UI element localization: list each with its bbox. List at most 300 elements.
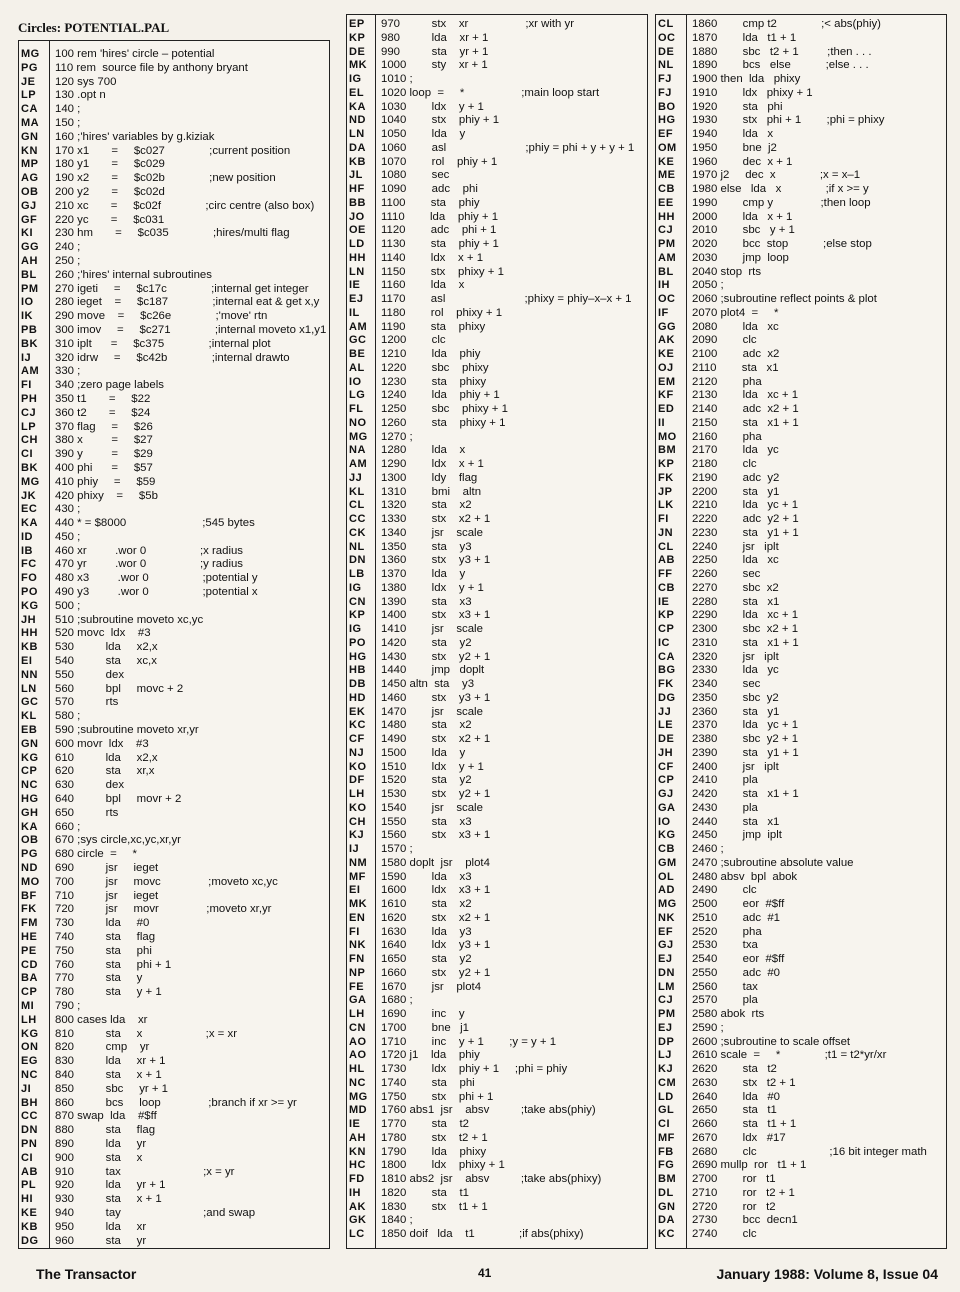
listing-line bbox=[347, 1049, 647, 1063]
source-line: 510 ;subroutine moveto xc,yc bbox=[55, 613, 204, 626]
listing-line bbox=[347, 73, 647, 87]
listing-line bbox=[347, 637, 647, 651]
source-line: 1460 stx y3 + 1 bbox=[381, 691, 491, 704]
checksum-code: MF bbox=[658, 1131, 675, 1144]
listing-line bbox=[347, 582, 647, 596]
checksum-code: BM bbox=[658, 444, 677, 457]
listing-line bbox=[347, 747, 647, 761]
source-line: 2690 mullp ror t1 + 1 bbox=[692, 1159, 807, 1172]
listing-line bbox=[347, 1118, 647, 1132]
checksum-code: FK bbox=[658, 471, 674, 484]
listing-line bbox=[19, 131, 329, 145]
listing-line bbox=[19, 1221, 329, 1235]
checksum-code: JL bbox=[349, 169, 363, 182]
checksum-code: CF bbox=[658, 760, 674, 773]
source-line: 2340 sec bbox=[692, 678, 761, 690]
source-line: 2090 clc bbox=[692, 334, 757, 347]
listing-line bbox=[19, 903, 329, 917]
source-line: 2350 sbc y2 bbox=[692, 691, 779, 704]
checksum-code: MP bbox=[21, 158, 39, 171]
source-line: 620 sta xr,x bbox=[55, 765, 155, 778]
checksum-code: FK bbox=[21, 903, 37, 916]
listing-line bbox=[19, 1055, 329, 1069]
checksum-code: DB bbox=[349, 678, 366, 690]
checksum-code: OJ bbox=[658, 361, 674, 374]
listing-line bbox=[19, 1083, 329, 1097]
source-line: 1090 adc phi bbox=[381, 183, 478, 195]
source-line: 1890 bcs else ;else . . . bbox=[692, 59, 869, 72]
checksum-code: OB bbox=[21, 185, 39, 198]
source-line: 2730 bcc decn1 bbox=[692, 1214, 798, 1227]
listing-line bbox=[347, 1214, 647, 1228]
checksum-code: FJ bbox=[658, 86, 672, 99]
checksum-code: KP bbox=[658, 458, 675, 470]
listing-line bbox=[656, 1118, 946, 1132]
listing-line bbox=[347, 417, 647, 431]
checksum-code: AH bbox=[349, 1131, 366, 1144]
listing-column-3 bbox=[655, 14, 947, 1249]
checksum-code: KL bbox=[21, 710, 37, 723]
listing-line bbox=[347, 1201, 647, 1215]
checksum-code: CP bbox=[21, 986, 38, 999]
checksum-code: BG bbox=[658, 664, 676, 677]
listing-line bbox=[19, 683, 329, 697]
listing-line bbox=[347, 101, 647, 115]
listing-line bbox=[19, 627, 329, 641]
source-line: 820 cmp yr bbox=[55, 1041, 150, 1054]
checksum-code: GJ bbox=[658, 788, 674, 800]
checksum-code: DP bbox=[658, 1035, 675, 1048]
listing-line bbox=[19, 448, 329, 462]
source-line: 280 ieget = $c187 ;internal eat & get x,y bbox=[55, 296, 320, 309]
listing-line bbox=[347, 1104, 647, 1118]
listing-line bbox=[656, 843, 946, 857]
source-line: 900 sta x bbox=[55, 1151, 143, 1164]
checksum-code: AB bbox=[658, 554, 675, 567]
source-line: 2050 ; bbox=[692, 279, 724, 292]
checksum-code: LH bbox=[349, 788, 365, 800]
checksum-code: KE bbox=[658, 155, 675, 168]
source-line: 1820 sta t1 bbox=[381, 1186, 470, 1199]
source-line: 1630 lda y3 bbox=[381, 925, 472, 938]
source-line: 2540 eor #$ff bbox=[692, 953, 785, 965]
checksum-code: LD bbox=[658, 1090, 674, 1103]
source-line: 1570 ; bbox=[381, 843, 413, 855]
listing-line bbox=[347, 431, 647, 445]
listing-line bbox=[656, 582, 946, 596]
listing-line bbox=[656, 1091, 946, 1105]
source-line: 580 ; bbox=[55, 710, 81, 723]
checksum-code: LK bbox=[658, 499, 674, 512]
source-line: 1720 j1 lda phiy bbox=[381, 1049, 480, 1062]
listing-line bbox=[656, 1008, 946, 1022]
checksum-code: LH bbox=[21, 1013, 37, 1026]
source-line: 2300 sbc x2 + 1 bbox=[692, 623, 799, 635]
checksum-code: AM bbox=[21, 365, 40, 378]
source-line: 2560 tax bbox=[692, 980, 758, 993]
checksum-code: FF bbox=[658, 568, 673, 580]
source-line: 2630 stx t2 + 1 bbox=[692, 1076, 796, 1089]
listing-line bbox=[19, 710, 329, 724]
checksum-code: HG bbox=[658, 114, 676, 127]
checksum-code: DL bbox=[658, 1186, 674, 1199]
checksum-code: KP bbox=[349, 31, 366, 44]
source-line: 420 phixy = $5b bbox=[55, 489, 158, 502]
checksum-code: KB bbox=[349, 155, 366, 168]
checksum-code: OL bbox=[658, 870, 675, 883]
source-line: 1960 dec x + 1 bbox=[692, 155, 793, 168]
checksum-code: MG bbox=[349, 1090, 368, 1103]
checksum-code: AK bbox=[658, 334, 675, 347]
listing-line bbox=[347, 554, 647, 568]
checksum-code: KA bbox=[21, 820, 38, 833]
checksum-code: FD bbox=[349, 1173, 365, 1185]
source-line: 1320 sta x2 bbox=[381, 499, 472, 512]
listing-line bbox=[347, 87, 647, 101]
checksum-code: FL bbox=[349, 403, 364, 415]
checksum-code: BH bbox=[21, 1096, 38, 1109]
listing-line bbox=[347, 197, 647, 211]
source-line: 600 movr ldx #3 bbox=[55, 737, 149, 750]
checksum-code: AH bbox=[21, 254, 38, 267]
checksum-code: GJ bbox=[658, 939, 674, 952]
checksum-code: PN bbox=[21, 1137, 38, 1150]
checksum-code: MD bbox=[349, 1104, 368, 1117]
source-line: 1400 stx x3 + 1 bbox=[381, 609, 491, 622]
listing-line bbox=[347, 788, 647, 802]
source-line: 930 sta x + 1 bbox=[55, 1193, 162, 1206]
checksum-code: HB bbox=[349, 664, 366, 677]
source-line: 2230 sta y1 + 1 bbox=[692, 526, 799, 539]
checksum-code: MK bbox=[349, 59, 368, 72]
source-line: 540 sta xc,x bbox=[55, 655, 157, 668]
checksum-code: ND bbox=[21, 862, 38, 875]
listing-line bbox=[347, 513, 647, 527]
checksum-code: IH bbox=[658, 279, 670, 292]
listing-line bbox=[656, 678, 946, 692]
source-line: 1120 adc phi + 1 bbox=[381, 224, 497, 237]
checksum-code: PM bbox=[21, 282, 39, 295]
source-line: 1450 altn sta y3 bbox=[381, 678, 475, 690]
source-line: 1380 ldx y + 1 bbox=[381, 581, 484, 594]
checksum-code: DN bbox=[658, 966, 675, 979]
checksum-code: OC bbox=[658, 31, 676, 44]
checksum-code: JJ bbox=[349, 471, 363, 484]
listing-line bbox=[347, 348, 647, 362]
listing-line bbox=[19, 503, 329, 517]
checksum-code: GA bbox=[658, 801, 676, 814]
listing-line bbox=[656, 1104, 946, 1118]
checksum-code: NC bbox=[349, 1076, 366, 1089]
checksum-code: BB bbox=[349, 196, 366, 209]
listing-line bbox=[347, 1132, 647, 1146]
source-line: 410 phiy = $59 bbox=[55, 475, 156, 488]
source-line: 1610 sta x2 bbox=[381, 898, 472, 910]
checksum-code: FI bbox=[21, 379, 32, 392]
source-line: 920 lda yr + 1 bbox=[55, 1179, 166, 1192]
checksum-code: GJ bbox=[21, 199, 37, 212]
listing-line bbox=[656, 1173, 946, 1187]
listing-line bbox=[347, 486, 647, 500]
listing-line bbox=[656, 884, 946, 898]
source-line: 1560 stx x3 + 1 bbox=[381, 829, 491, 842]
source-line: 360 t2 = $24 bbox=[55, 406, 151, 419]
source-line: 350 t1 = $22 bbox=[55, 392, 151, 405]
source-line: 570 rts bbox=[55, 696, 119, 709]
listing-column-2 bbox=[346, 14, 648, 1249]
checksum-code: HD bbox=[349, 691, 366, 704]
checksum-code: KA bbox=[21, 517, 38, 530]
checksum-code: GG bbox=[658, 320, 677, 333]
checksum-code: ID bbox=[21, 530, 33, 543]
source-line: 2320 jsr iplt bbox=[692, 650, 779, 663]
source-line: 1980 else lda x ;if x >= y bbox=[692, 183, 869, 195]
source-line: 910 tax ;x = yr bbox=[55, 1165, 235, 1178]
source-line: 2400 jsr iplt bbox=[692, 760, 779, 773]
listing-line bbox=[347, 1228, 647, 1242]
checksum-code: BM bbox=[658, 1173, 677, 1185]
checksum-code: CA bbox=[658, 650, 675, 663]
listing-line bbox=[656, 417, 946, 431]
listing-line bbox=[19, 1124, 329, 1138]
source-line: 1370 lda y bbox=[381, 568, 466, 580]
checksum-code: CC bbox=[349, 513, 366, 525]
source-line: 430 ; bbox=[55, 503, 81, 516]
checksum-code: EG bbox=[21, 1055, 38, 1068]
listing-line bbox=[656, 609, 946, 623]
listing-line bbox=[19, 517, 329, 531]
checksum-code: KF bbox=[658, 389, 674, 402]
checksum-code: CJ bbox=[21, 406, 37, 419]
listing-line bbox=[19, 986, 329, 1000]
listing-line bbox=[347, 527, 647, 541]
listing-line bbox=[19, 241, 329, 255]
checksum-code: MA bbox=[21, 116, 40, 129]
listing-line bbox=[19, 848, 329, 862]
listing-line bbox=[656, 1146, 946, 1160]
source-line: 800 cases lda xr bbox=[55, 1013, 148, 1026]
source-line: 530 lda x2,x bbox=[55, 641, 158, 654]
listing-line bbox=[347, 981, 647, 995]
listing-line bbox=[19, 655, 329, 669]
source-line: 100 rem 'hires' circle – potential bbox=[55, 48, 215, 60]
source-line: 1240 lda phiy + 1 bbox=[381, 389, 500, 402]
source-line: 2370 lda yc + 1 bbox=[692, 719, 799, 732]
source-line: 2610 scale = * ;t1 = t2*yr/xr bbox=[692, 1049, 887, 1062]
listing-line bbox=[19, 76, 329, 90]
listing-line bbox=[19, 421, 329, 435]
listing-line bbox=[347, 128, 647, 142]
checksum-code: CI bbox=[658, 1118, 670, 1130]
checksum-code: BK bbox=[21, 337, 38, 350]
checksum-code: LH bbox=[349, 1008, 365, 1020]
checksum-code: JI bbox=[21, 1082, 32, 1095]
listing-line bbox=[19, 283, 329, 297]
listing-line bbox=[347, 843, 647, 857]
checksum-code: KN bbox=[349, 1145, 366, 1158]
listing-line bbox=[19, 765, 329, 779]
checksum-code: AM bbox=[349, 320, 368, 333]
listing-line bbox=[19, 1193, 329, 1207]
source-line: 1290 ldx x + 1 bbox=[381, 458, 484, 470]
source-line: 1870 lda t1 + 1 bbox=[692, 31, 797, 44]
source-line: 1360 stx y3 + 1 bbox=[381, 554, 491, 567]
listing-line bbox=[347, 884, 647, 898]
source-line: 1350 sta y3 bbox=[381, 540, 472, 553]
listing-line bbox=[656, 431, 946, 445]
source-line: 1800 ldx phixy + 1 bbox=[381, 1159, 505, 1172]
listing-line bbox=[347, 46, 647, 60]
listing-line bbox=[19, 807, 329, 821]
listing-line bbox=[19, 352, 329, 366]
checksum-code: CM bbox=[658, 1076, 677, 1089]
checksum-code: EI bbox=[21, 655, 33, 668]
listing-line bbox=[656, 238, 946, 252]
checksum-code: CJ bbox=[658, 994, 674, 1007]
checksum-code: MG bbox=[21, 475, 40, 488]
source-line: 880 sta flag bbox=[55, 1124, 156, 1137]
source-line: 1030 ldx y + 1 bbox=[381, 100, 484, 113]
listing-line bbox=[19, 945, 329, 959]
listing-line bbox=[656, 774, 946, 788]
listing-line bbox=[656, 719, 946, 733]
listing-line bbox=[347, 376, 647, 390]
source-line: 330 ; bbox=[55, 365, 81, 378]
checksum-code: DG bbox=[658, 691, 676, 704]
source-line: 1910 ldx phixy + 1 bbox=[692, 86, 813, 99]
listing-line bbox=[656, 967, 946, 981]
listing-line bbox=[656, 403, 946, 417]
source-line: 500 ; bbox=[55, 599, 81, 612]
source-line: 250 ; bbox=[55, 254, 81, 267]
checksum-code: CP bbox=[21, 765, 38, 778]
listing-line bbox=[656, 128, 946, 142]
checksum-code: KP bbox=[349, 609, 366, 622]
checksum-code: PM bbox=[658, 1008, 676, 1020]
listing-line bbox=[656, 816, 946, 830]
checksum-code: IO bbox=[658, 815, 671, 828]
checksum-code: NK bbox=[349, 939, 366, 952]
source-line: 1310 bmi altn bbox=[381, 485, 482, 498]
checksum-code: EN bbox=[349, 911, 366, 924]
issue-info: January 1988: Volume 8, Issue 04 bbox=[716, 1266, 938, 1282]
listing-line bbox=[347, 994, 647, 1008]
source-line: 2250 lda xc bbox=[692, 554, 779, 567]
checksum-code: DN bbox=[21, 1124, 38, 1137]
listing-line bbox=[347, 114, 647, 128]
listing-title: Circles: POTENTIAL.PAL bbox=[18, 20, 170, 35]
checksum-code: KN bbox=[21, 144, 38, 157]
source-line: 1100 sta phiy bbox=[381, 196, 480, 209]
source-line: 2290 lda xc + 1 bbox=[692, 609, 799, 622]
listing-line bbox=[656, 513, 946, 527]
source-line: 990 sta yr + 1 bbox=[381, 45, 489, 58]
checksum-code: EB bbox=[21, 724, 38, 737]
checksum-code: NA bbox=[349, 444, 366, 457]
checksum-code: FG bbox=[658, 1159, 675, 1172]
source-line: 1020 loop = * ;main loop start bbox=[381, 86, 600, 99]
source-line: 1920 sta phi bbox=[692, 100, 783, 113]
source-line: 190 x2 = $c02b ;new position bbox=[55, 172, 276, 185]
listing-line bbox=[656, 389, 946, 403]
source-line: 2040 stop rts bbox=[692, 265, 762, 278]
listing-line bbox=[347, 403, 647, 417]
checksum-code: FI bbox=[658, 513, 669, 525]
source-line: 1900 then lda phixy bbox=[692, 73, 801, 85]
listing-line bbox=[347, 59, 647, 73]
listing-line bbox=[347, 1077, 647, 1091]
checksum-code: HG bbox=[349, 650, 367, 663]
checksum-code: CL bbox=[349, 499, 365, 512]
source-line: 1160 lda x bbox=[381, 279, 465, 292]
source-line: 870 swap lda #$ff bbox=[55, 1110, 157, 1123]
source-line: 2060 ;subroutine reflect points & plot bbox=[692, 293, 877, 305]
source-line: 210 xc = $c02f ;circ centre (also box) bbox=[55, 199, 315, 212]
source-line: 670 ;sys circle,xc,yc,xr,yr bbox=[55, 834, 181, 847]
checksum-code: NO bbox=[349, 416, 367, 429]
listing-line bbox=[347, 238, 647, 252]
listing-line bbox=[19, 738, 329, 752]
listing-line bbox=[656, 761, 946, 775]
listing-line bbox=[19, 779, 329, 793]
listing-line bbox=[19, 62, 329, 76]
source-line: 630 dex bbox=[55, 779, 125, 792]
source-line: 940 tay ;and swap bbox=[55, 1206, 256, 1219]
checksum-code: HF bbox=[349, 183, 365, 195]
listing-line bbox=[19, 1179, 329, 1193]
listing-line bbox=[19, 545, 329, 559]
source-line: 1140 ldx x + 1 bbox=[381, 251, 484, 264]
checksum-code: JJ bbox=[658, 705, 672, 718]
source-line: 140 ; bbox=[55, 103, 81, 116]
listing-line bbox=[656, 554, 946, 568]
source-line: 690 jsr ieget bbox=[55, 862, 159, 875]
listing-line bbox=[19, 296, 329, 310]
checksum-code: FK bbox=[658, 678, 674, 690]
checksum-code: LB bbox=[349, 568, 365, 580]
source-line: 1750 stx phi + 1 bbox=[381, 1090, 494, 1103]
checksum-code: CK bbox=[349, 526, 366, 539]
listing-line bbox=[19, 641, 329, 655]
source-line: 1600 ldx x3 + 1 bbox=[381, 884, 491, 897]
checksum-code: IE bbox=[658, 595, 670, 608]
listing-line bbox=[347, 829, 647, 843]
source-line: 750 sta phi bbox=[55, 944, 152, 957]
source-line: 2260 sec bbox=[692, 568, 761, 580]
checksum-code: KI bbox=[21, 227, 33, 240]
listing-line bbox=[19, 1014, 329, 1028]
page-footer bbox=[0, 1262, 960, 1288]
listing-line bbox=[347, 1187, 647, 1201]
checksum-code: FO bbox=[21, 572, 38, 585]
source-line: 270 igeti = $c17c ;internal get integer bbox=[55, 282, 309, 295]
listing-line bbox=[19, 145, 329, 159]
source-line: 610 lda x2,x bbox=[55, 751, 158, 764]
listing-line bbox=[656, 444, 946, 458]
checksum-code: EK bbox=[349, 705, 366, 718]
checksum-code: PO bbox=[21, 586, 38, 599]
checksum-code: IH bbox=[349, 1186, 361, 1199]
listing-line bbox=[656, 664, 946, 678]
listing-line bbox=[347, 1173, 647, 1187]
listing-line bbox=[656, 623, 946, 637]
checksum-code: AB bbox=[21, 1165, 38, 1178]
checksum-code: LN bbox=[349, 265, 365, 278]
source-line: 1930 stx phi + 1 ;phi = phixy bbox=[692, 114, 885, 127]
listing-line bbox=[19, 324, 329, 338]
listing-line bbox=[19, 972, 329, 986]
checksum-code: KB bbox=[21, 1220, 38, 1233]
